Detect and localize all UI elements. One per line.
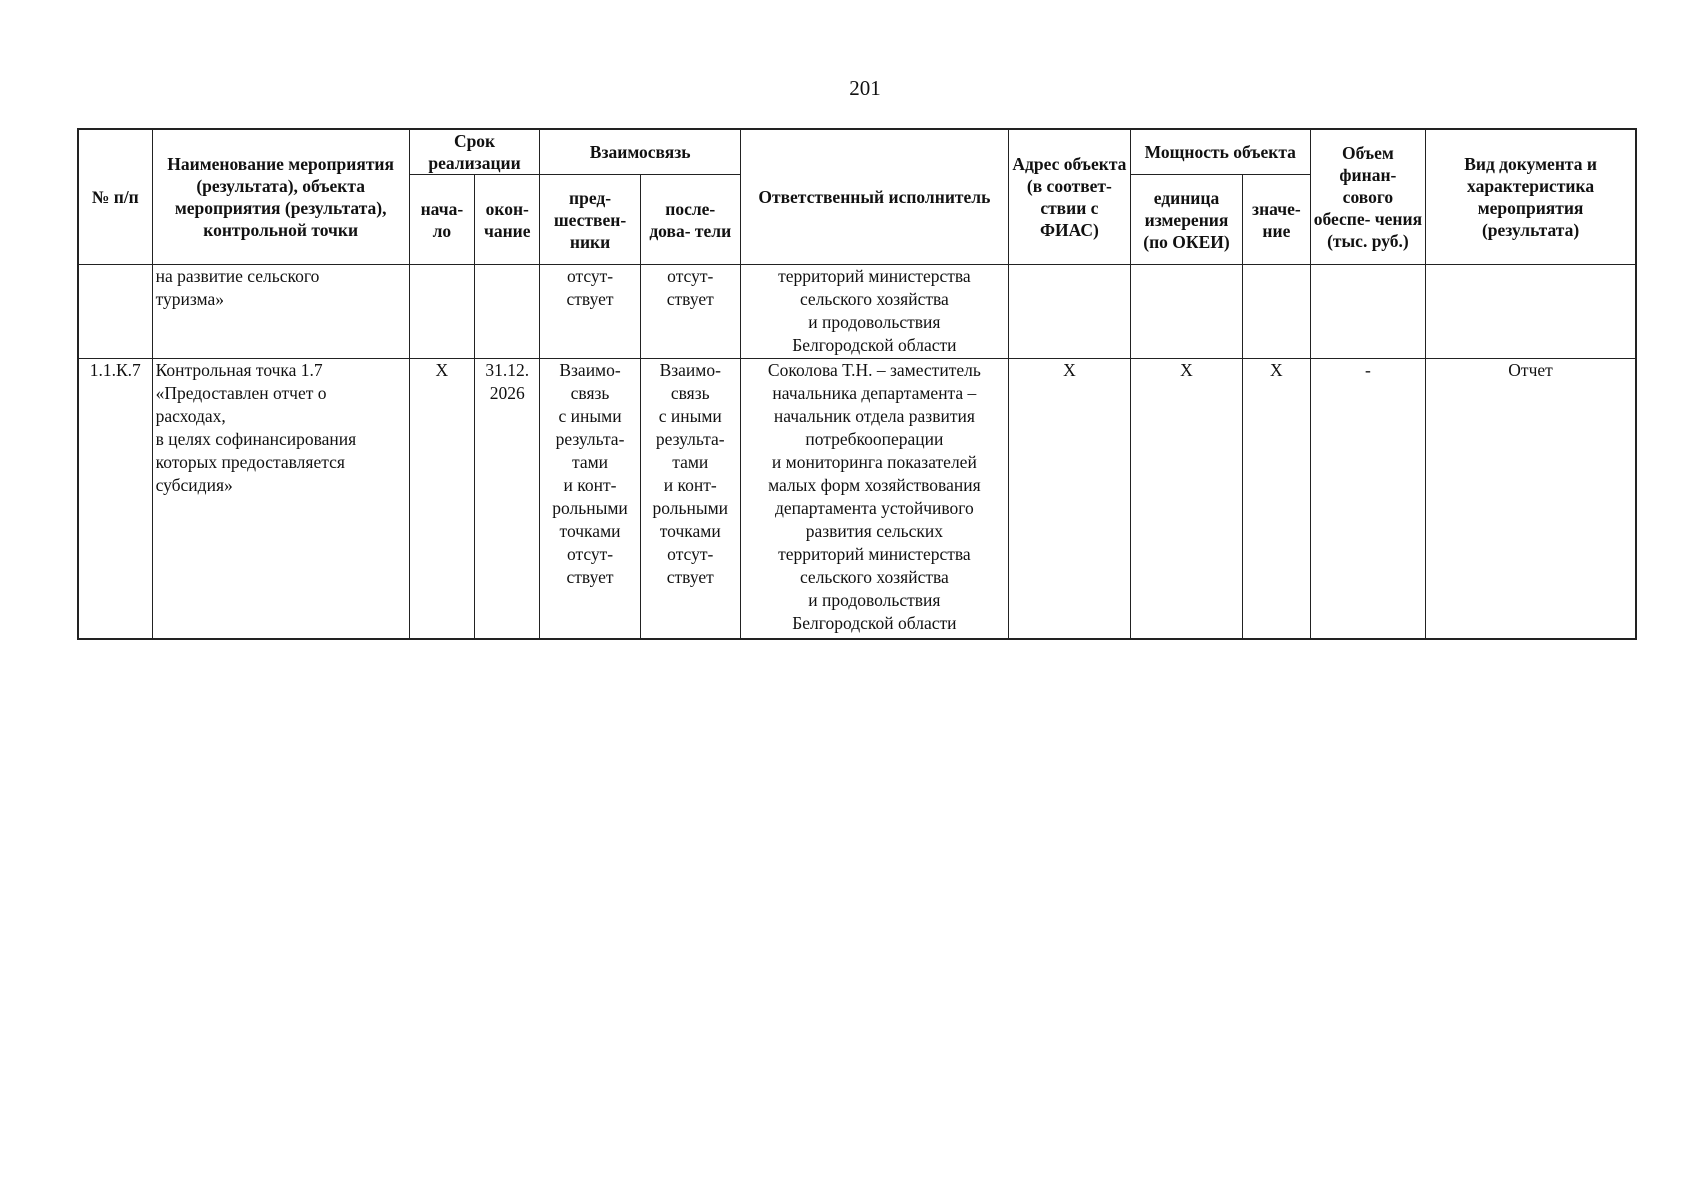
header-link-next: после- дова- тели <box>640 175 740 265</box>
header-capacity-unit: единица измерения (по ОКЕИ) <box>1130 175 1242 265</box>
cell-num <box>78 265 152 359</box>
cell-next: отсут- ствует <box>640 265 740 359</box>
header-name: Наименование мероприятия (результата), объекта мероприятия (результата), контрольной точки <box>152 129 409 265</box>
header-link: Взаимосвязь <box>540 129 740 175</box>
header-finance: Объем финан- сового обеспе- чения (тыс. руб.) <box>1310 129 1425 265</box>
header-term: Срок реализации <box>409 129 540 175</box>
header-address: Адрес объекта (в соответ- ствии с ФИАС) <box>1008 129 1130 265</box>
cell-end: 31.12. 2026 <box>475 359 540 639</box>
cell-start: Х <box>409 359 474 639</box>
table-row <box>78 359 1636 639</box>
header-capacity-value: значе- ние <box>1243 175 1311 265</box>
header-responsible: Ответственный исполнитель <box>740 129 1008 265</box>
cell-address <box>1008 265 1130 359</box>
cell-next: Взаимо- связь с иными результа- тами и конт- рольными точками отсут- ствует <box>640 359 740 639</box>
cell-responsible: Соколова Т.Н. – заместитель начальника департамента – начальник отдела развития потребкооперации и мониторинга показателей малых форм хозяйствования департамента устойчивого развития сельских территорий министерства сельского хозяйства и продовольствия Белгородской области <box>740 359 1008 639</box>
table-header <box>78 129 1636 265</box>
cell-doc <box>1426 265 1636 359</box>
header-term-start: нача- ло <box>409 175 474 265</box>
cell-responsible: территорий министерства сельского хозяйства и продовольствия Белгородской области <box>740 265 1008 359</box>
cell-value: Х <box>1243 359 1311 639</box>
plan-table <box>77 128 1637 640</box>
cell-value <box>1243 265 1311 359</box>
cell-start <box>409 265 474 359</box>
cell-address: Х <box>1008 359 1130 639</box>
cell-pred: Взаимо- связь с иными результа- тами и конт- рольными точками отсут- ствует <box>540 359 640 639</box>
cell-num: 1.1.К.7 <box>78 359 152 639</box>
cell-pred: отсут- ствует <box>540 265 640 359</box>
cell-end <box>475 265 540 359</box>
cell-name: Контрольная точка 1.7 «Предоставлен отчет о расходах, в целях софинансирования которых предоставляется субсидия» <box>152 359 409 639</box>
table-row <box>78 265 1636 359</box>
cell-doc: Отчет <box>1426 359 1636 639</box>
header-term-end: окон- чание <box>475 175 540 265</box>
cell-name: на развитие сельского туризма» <box>152 265 409 359</box>
header-num: № п/п <box>78 129 152 265</box>
page-number: 201 <box>849 76 881 100</box>
cell-finance <box>1310 265 1425 359</box>
header-capacity: Мощность объекта <box>1130 129 1310 175</box>
cell-unit <box>1130 265 1242 359</box>
cell-unit: Х <box>1130 359 1242 639</box>
header-doc: Вид документа и характеристика мероприятия (результата) <box>1426 129 1636 265</box>
header-link-pred: пред- шествен- ники <box>540 175 640 265</box>
cell-finance: - <box>1310 359 1425 639</box>
